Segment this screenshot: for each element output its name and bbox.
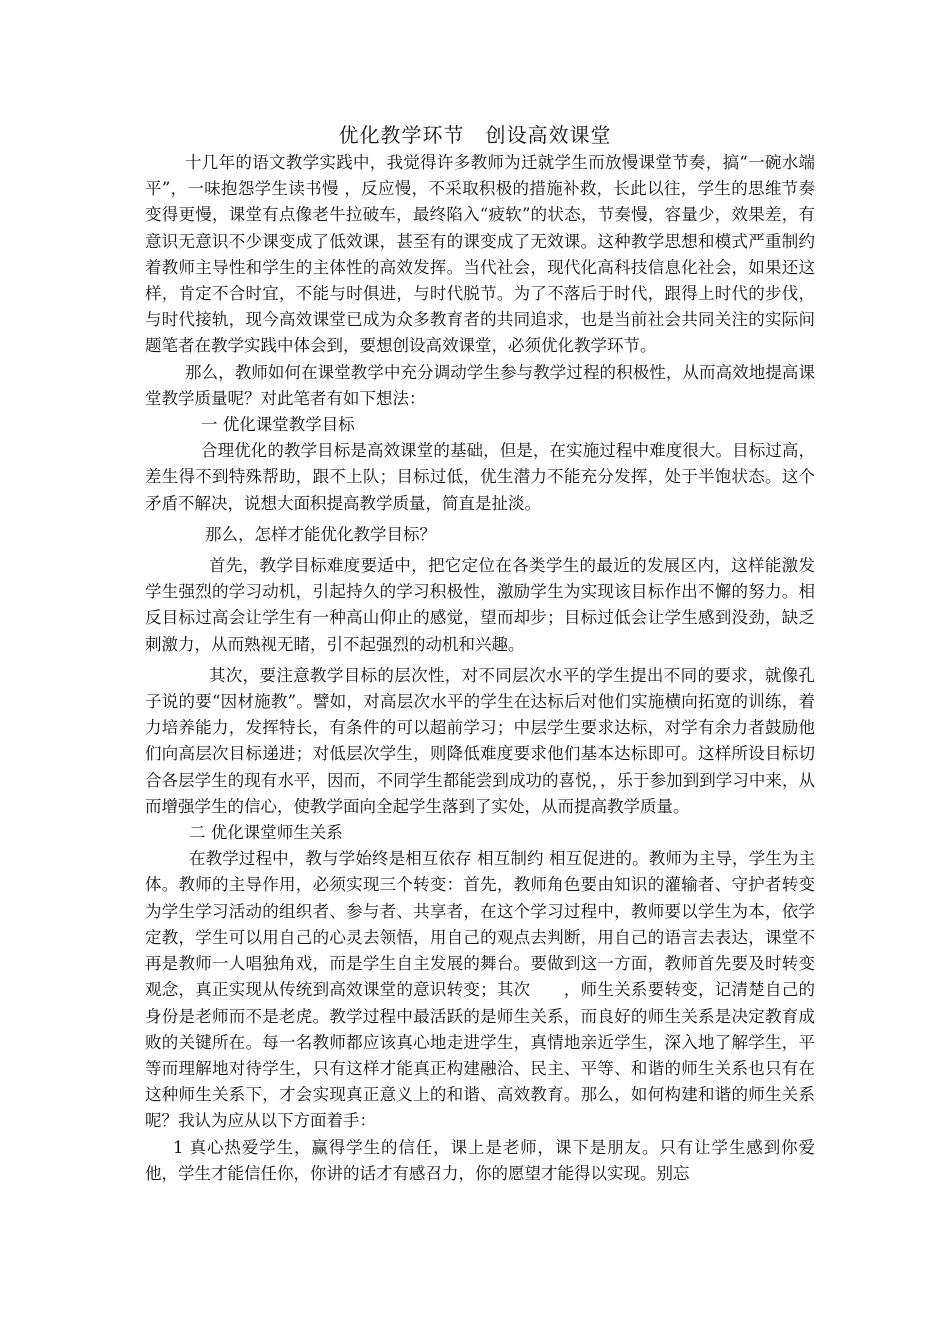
paragraph-second: 其次，要注意教学目标的层次性，对不同层次水平的学生提出不同的要求，就像孔子说的要“因材施教”。譬如，对高层次水平的学生在达标后对他们实施横向拓宽的训练，着力培养能力，发挥特长，有条件的可以超前学习；中层学生要求达标，对学有余力者鼓励他们向高层次目标递进；对低层次学生，则降低难度要求他们基本达标即可。这样所设目标切合各层学生的现有水平，因而，不同学生都能尝到成功的喜悦，，乐于参加到到学习中来，从而增强学生的信心，使教学面向全起学生落到了实处，从而提高教学质量。 xyxy=(145,665,815,816)
paragraph-how-optimize: 那么，怎样才能优化教学目标？ xyxy=(205,524,436,544)
paragraph-point-1: 1 真心热爱学生，赢得学生的信任，课上是老师，课下是朋友。只有让学生感到你爱他，学生才能信任你，你讲的话才有感召力，你的愿望才能得以实现。别忘 xyxy=(145,1137,815,1183)
section-heading-1: 一 优化课堂教学目标 xyxy=(201,415,355,435)
paragraph-teacher-student: 在教学过程中，教与学始终是相互依存 相互制约 相互促进的。教师为主导，学生为主体。教师的主导作用，必须实现三个转变：首先，教师角色要由知识的灌输者、守护者转变为学生学习活动的组织者、参与者、共享者，在这个学习过程中，教师要以学生为本，依学定教，学生可以用自己的心灵去领悟，用自己的观点去判断，用自己的语言去表达，课堂不再是教师一人唱独角戏，而是学生自主发展的舞台。要做到这一方面，教师首先要及时转变观念，真正实现从传统到高效课堂的意识转变；其次 ，师生关系要转变，记清楚自己的身份是老师而不是老虎。教学过程中最活跃的是师生关系，而良好的师生关系是决定教育成败的关键所在。每一名教师都应该真心地走进学生，真情地亲近学生，深入地了解学生，平等而理解地对待学生，只有这样才能真正构建融洽、民主、平等、和谐的师生关系也只有在这种师生关系下，才会实现真正意义上的和谐、高效教育。那么，如何构建和谐的师生关系呢？我认为应从以下方面着手： xyxy=(145,849,815,1131)
paragraph-first: 首先，教学目标难度要适中，把它定位在各类学生的最近的发展区内，这样能激发学生强烈的学习动机，引起持久的学习积极性，激励学生为实现该目标作出不懈的努力。相反目标过高会让学生有一种高山仰止的感觉，望而却步；目标过低会让学生感到没劲，缺乏刺激力，从而熟视无睹，引不起强烈的动机和兴趣。 xyxy=(145,556,815,654)
document-title: 优化教学环节 创设高效课堂 xyxy=(338,123,612,147)
paragraph-intro: 十几年的语文教学实践中，我觉得许多教师为迁就学生而放慢课堂节奏，搞“一碗水端平”，一味抱怨学生读书慢 ，反应慢，不采取积极的措施补救，长此以往，学生的思维节奏变得更慢，课堂有点像老牛拉破车，最终陷入“疲软”的状态，节奏慢，容量少，效果差，有意识无意识不少课变成了低效课，甚至有的课变成了无效课。这种教学思想和模式严重制约着教师主导性和学生的主体性的高效发挥。当代社会，现代化高科技信息化社会，如果还这样，肯定不合时宜，不能与时俱进，与时代脱节。为了不落后于时代，跟得上时代的步伐，与时代接轨，现今高效课堂已成为众多教育者的共同追求，也是当前社会共同关注的实际问题笔者在教学实践中体会到，要想创设高效课堂，必须优化教学环节。 xyxy=(145,153,815,356)
document-body xyxy=(145,150,815,1187)
paragraph-question: 那么，教师如何在课堂教学中充分调动学生参与教学过程的积极性，从而高效地提高课堂教学质量呢？对此笔者有如下想法： xyxy=(145,362,815,408)
paragraph-goal-basis: 合理优化的教学目标是高效课堂的基础，但是，在实施过程中难度很大。目标过高，差生得不到特殊帮助，跟不上队；目标过低，优生潜力不能充分发挥，处于半饱状态。这个矛盾不解决，说想大面积提高教学质量，简直是扯淡。 xyxy=(145,441,815,513)
section-heading-2: 二 优化课堂师生关系 xyxy=(189,823,343,843)
